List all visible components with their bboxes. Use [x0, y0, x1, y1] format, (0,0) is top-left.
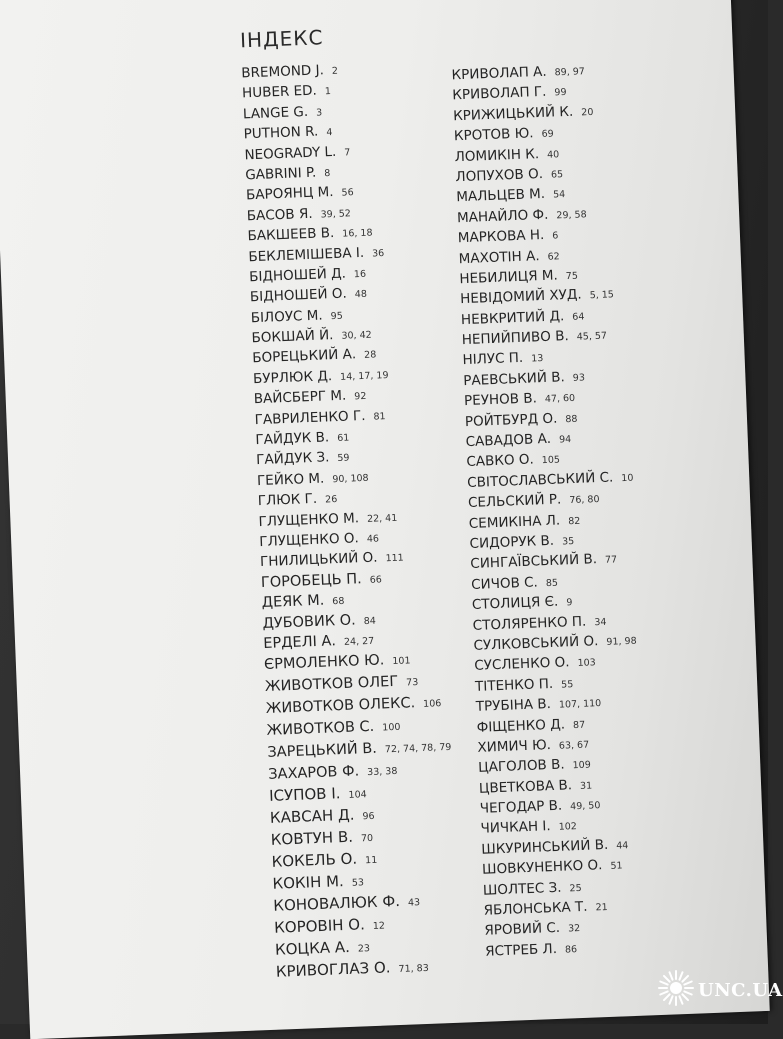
page-numbers: 40 [546, 148, 560, 161]
page-numbers: 31 [579, 780, 593, 792]
page-numbers: 88 [565, 413, 578, 425]
artist-name: ЖИВОТКОВ С. [266, 719, 375, 740]
page-numbers: 62 [547, 250, 560, 263]
page-numbers: 77 [604, 554, 618, 567]
page-numbers: 47, 60 [544, 393, 576, 406]
artist-name: ЦВЕТКОВА В. [478, 776, 573, 797]
page-numbers: 5, 15 [589, 289, 615, 302]
page-numbers: 109 [572, 759, 592, 772]
page-numbers: 8 [324, 168, 331, 180]
page-numbers: 14, 17, 19 [339, 369, 389, 383]
page-numbers: 103 [577, 657, 596, 670]
page-numbers: 75 [565, 270, 579, 283]
artist-name: ЗАРЕЦЬКИЙ В. [267, 741, 378, 762]
page-numbers: 111 [385, 552, 404, 565]
artist-name: НЕПИЙПИВО В. [461, 328, 570, 349]
artist-name: ШКУРИНСЬКИЙ В. [481, 836, 609, 858]
page-numbers: 48 [354, 289, 368, 301]
page-numbers: 53 [351, 877, 365, 890]
page-numbers: 26 [324, 494, 338, 506]
index-column-left [241, 55, 460, 983]
artist-name: РЕУНОВ В. [463, 390, 538, 410]
page-numbers: 105 [541, 454, 561, 467]
page-numbers: 61 [337, 432, 350, 445]
artist-name: НІЛУС П. [462, 350, 524, 369]
sunburst-logo-icon [656, 968, 696, 1012]
page-numbers: 64 [572, 311, 585, 323]
page-numbers: 69 [541, 128, 554, 141]
watermark-text: UNC.UA [698, 979, 783, 1001]
page-numbers: 32 [567, 923, 581, 935]
page-numbers: 29, 58 [556, 209, 587, 222]
artist-name: МАНАЙЛО Ф. [456, 206, 549, 226]
artist-name: НЕБИЛИЦЯ М. [459, 267, 559, 288]
index-column-right [451, 58, 652, 961]
artist-name: ГЛУЩЕНКО О. [259, 530, 360, 551]
page-numbers: 107, 110 [558, 698, 602, 711]
page-numbers: 9 [566, 597, 573, 609]
artist-name: НЕВІДОМИЙ ХУД. [459, 286, 582, 308]
page-numbers: 101 [392, 655, 411, 668]
page-numbers: 63, 67 [558, 739, 590, 752]
artist-name: ХИМИЧ Ю. [477, 736, 552, 756]
artist-name: БАКШЕЕВ В. [247, 225, 335, 245]
page-numbers: 91, 98 [606, 635, 637, 648]
page-numbers: 76, 80 [569, 494, 600, 507]
artist-name: ЯСТРЕБ Л. [484, 940, 558, 960]
page-numbers: 72, 74, 78, 79 [384, 742, 452, 756]
artist-name: ГЕЙКО М. [256, 470, 325, 489]
artist-name: СИДОРУК В. [469, 532, 555, 552]
artist-name: ШОВКУНЕНКО О. [481, 857, 603, 878]
page-numbers: 2 [331, 65, 339, 77]
artist-name: ЖИВОТКОВ ОЛЕГ [264, 674, 399, 696]
artist-name: СИЧОВ С. [470, 574, 539, 593]
artist-name: МАРКОВА Н. [457, 227, 545, 247]
page-numbers: 24, 27 [343, 635, 375, 648]
page-numbers: 95 [330, 310, 343, 322]
artist-name: НЕВКРИТИЙ Д. [460, 307, 565, 328]
artist-name: КОКІН М. [272, 872, 345, 894]
page-numbers: 84 [363, 615, 377, 627]
artist-name: КОНОВАЛЮК Ф. [273, 892, 401, 916]
artist-name: ГАЙДУК З. [255, 449, 330, 469]
artist-name: БІЛОУС М. [250, 307, 323, 326]
page-numbers: 90, 108 [332, 472, 369, 486]
artist-name: КРИЖИЦЬКИЙ К. [452, 103, 574, 125]
artist-name: СЕЛЬСКИЙ Р. [467, 491, 562, 512]
artist-name: ЯРОВИЙ С. [484, 920, 561, 940]
page-numbers: 16 [353, 268, 367, 281]
page-title: ІНДЕКС [239, 25, 324, 53]
page-numbers: 10 [621, 472, 634, 484]
artist-name: ЄРМОЛЕНКО Ю. [263, 652, 385, 674]
artist-name: КРИВОЛАП А. [451, 63, 547, 84]
page-numbers: 85 [545, 577, 559, 589]
page-numbers: 86 [564, 943, 578, 956]
artist-name: ГЛЮК Г. [257, 491, 318, 510]
artist-name: ФІЩЕНКО Д. [476, 715, 566, 736]
page-numbers: 3 [315, 107, 323, 119]
page-numbers: 4 [326, 127, 333, 139]
page-numbers: 13 [531, 353, 544, 365]
artist-name: ІСУПОВ І. [268, 784, 341, 806]
artist-name: КОКЕЛЬ О. [271, 849, 358, 872]
artist-name: ГОРОБЕЦЬ П. [260, 570, 363, 591]
page-numbers: 28 [364, 349, 377, 362]
page-numbers: 65 [550, 169, 564, 181]
page-numbers: 6 [552, 230, 559, 242]
page-numbers: 93 [572, 372, 586, 384]
page-numbers: 30, 42 [341, 329, 372, 342]
page-numbers: 92 [354, 391, 367, 403]
artist-name: РОЙТБУРД О. [464, 410, 558, 430]
artist-name: ЗАХАРОВ Ф. [268, 763, 360, 784]
artist-name: ЧЕГОДАР В. [479, 797, 563, 817]
page-numbers: 33, 38 [366, 766, 398, 779]
artist-name: LANGE G. [242, 103, 309, 123]
artist-name: ЦАГОЛОВ В. [477, 756, 565, 777]
artist-name: СТОЛЯРЕНКО П. [472, 613, 587, 634]
artist-name: КАВСАН Д. [269, 805, 355, 828]
artist-name: КРИВОГЛАЗ О. [275, 958, 391, 982]
page-numbers: 87 [572, 719, 586, 731]
artist-name: ЖИВОТКОВ ОЛЕКС. [265, 695, 416, 718]
artist-name: БЕКЛЕМІШЕВА І. [248, 244, 365, 265]
artist-name: САВАДОВ А. [465, 430, 552, 451]
page-numbers: 46 [366, 533, 380, 545]
page-numbers: 70 [360, 833, 374, 845]
page-numbers: 39, 52 [320, 208, 352, 221]
artist-name: КРОТОВ Ю. [453, 125, 534, 145]
page-numbers: 106 [423, 698, 442, 711]
artist-name: ГЛУЩЕНКО М. [258, 509, 360, 530]
artist-name: СУСЛЕНКО О. [474, 654, 570, 675]
page-numbers: 104 [348, 789, 367, 802]
artist-name: БАСОВ Я. [246, 205, 313, 225]
page-numbers: 44 [616, 839, 629, 852]
page-numbers: 23 [357, 943, 371, 955]
page-numbers: 21 [595, 901, 608, 914]
watermark [656, 968, 783, 1012]
artist-name: КРИВОЛАП Г. [452, 84, 547, 104]
page-numbers: 11 [365, 855, 378, 867]
page-numbers: 22, 41 [366, 512, 398, 525]
artist-name: МАХОТІН А. [458, 247, 540, 267]
page-numbers: 99 [554, 87, 567, 99]
artist-name: PUTHON R. [243, 123, 319, 143]
page-numbers: 55 [560, 678, 574, 691]
artist-name: ЛОМИКІН К. [454, 145, 540, 165]
page-numbers: 1 [324, 86, 332, 98]
page-numbers: 36 [371, 247, 385, 260]
page-numbers: 96 [362, 811, 375, 823]
artist-name: РАЕВСЬКИЙ В. [463, 369, 566, 389]
page-numbers: 68 [332, 596, 345, 608]
artist-name: СУЛКОВСЬКИЙ О. [473, 633, 599, 654]
artist-name: БОКШАЙ Й. [251, 327, 334, 347]
page-numbers: 45, 57 [576, 330, 608, 343]
artist-name: GABRINI P. [244, 164, 317, 184]
artist-name: ТРУБІНА В. [475, 696, 552, 715]
artist-name: ТІТЕНКО П. [474, 675, 554, 695]
page-numbers: 66 [369, 574, 383, 586]
artist-name: ГАВРИЛЕНКО Г. [254, 407, 366, 428]
artist-name: ВАЙСБЕРГ М. [253, 387, 347, 408]
page-numbers: 82 [568, 515, 581, 527]
page-numbers: 16, 18 [342, 227, 373, 240]
page-numbers: 71, 83 [398, 963, 429, 976]
page-numbers: 25 [569, 882, 582, 895]
artist-name: ШОЛТЕС З. [482, 879, 562, 899]
artist-name: ЧИЧКАН І. [480, 818, 551, 838]
page-numbers: 56 [341, 187, 354, 199]
page-numbers: 12 [372, 920, 386, 933]
page-numbers: 89, 97 [554, 66, 586, 79]
artist-name: БУРЛЮК Д. [252, 368, 333, 388]
artist-name: BREMOND J. [241, 62, 325, 82]
artist-name: КОВТУН В. [270, 828, 354, 850]
artist-name: ГАЙДУК В. [255, 429, 330, 449]
artist-name: БІДНОШЕЙ О. [249, 285, 348, 306]
artist-name: БІДНОШЕЙ Д. [248, 265, 347, 286]
page-numbers: 35 [561, 535, 575, 548]
artist-name: СИНГАЇВСЬКИЙ В. [470, 551, 598, 573]
artist-name: БОРЕЦЬКИЙ А. [252, 346, 357, 367]
page-numbers: 49, 50 [569, 800, 601, 813]
artist-name: NEOGRADY L. [244, 143, 337, 163]
artist-name: СВІТОСЛАВСЬКИЙ С. [466, 469, 614, 491]
artist-name: ДУБОВИК О. [262, 611, 357, 632]
page-numbers: 73 [405, 677, 419, 689]
artist-name: ЯБЛОНСЬКА Т. [483, 898, 588, 919]
page-numbers: 100 [382, 722, 401, 734]
page-numbers: 34 [594, 616, 607, 628]
page-numbers: 20 [581, 106, 594, 119]
page-numbers: 102 [558, 821, 578, 834]
artist-name: ЕРДЕЛІ А. [262, 633, 337, 652]
artist-name: СЕМИКІНА Л. [468, 512, 561, 532]
artist-name: ГНИЛИЦЬКИЙ О. [259, 549, 378, 571]
page-numbers: 59 [337, 452, 350, 465]
page-numbers: 7 [344, 146, 351, 159]
artist-name: ДЕЯК М. [261, 592, 325, 612]
page-numbers: 54 [552, 189, 566, 201]
artist-name: СТОЛИЦЯ Є. [471, 593, 559, 614]
artist-name: МАЛЬЦЕВ М. [456, 186, 546, 206]
artist-name: БАРОЯНЦ М. [245, 184, 334, 204]
page-numbers: 81 [373, 410, 386, 423]
artist-name: ЛОПУХОВ О. [455, 165, 544, 186]
artist-name: HUBER ED. [241, 82, 318, 102]
artist-name: САВКО О. [466, 451, 535, 471]
artist-name: КОЦКА А. [274, 938, 351, 960]
page-numbers: 94 [558, 434, 572, 446]
page-numbers: 51 [610, 860, 623, 873]
artist-name: КОРОВІН О. [273, 915, 366, 938]
page-numbers: 43 [407, 897, 421, 909]
